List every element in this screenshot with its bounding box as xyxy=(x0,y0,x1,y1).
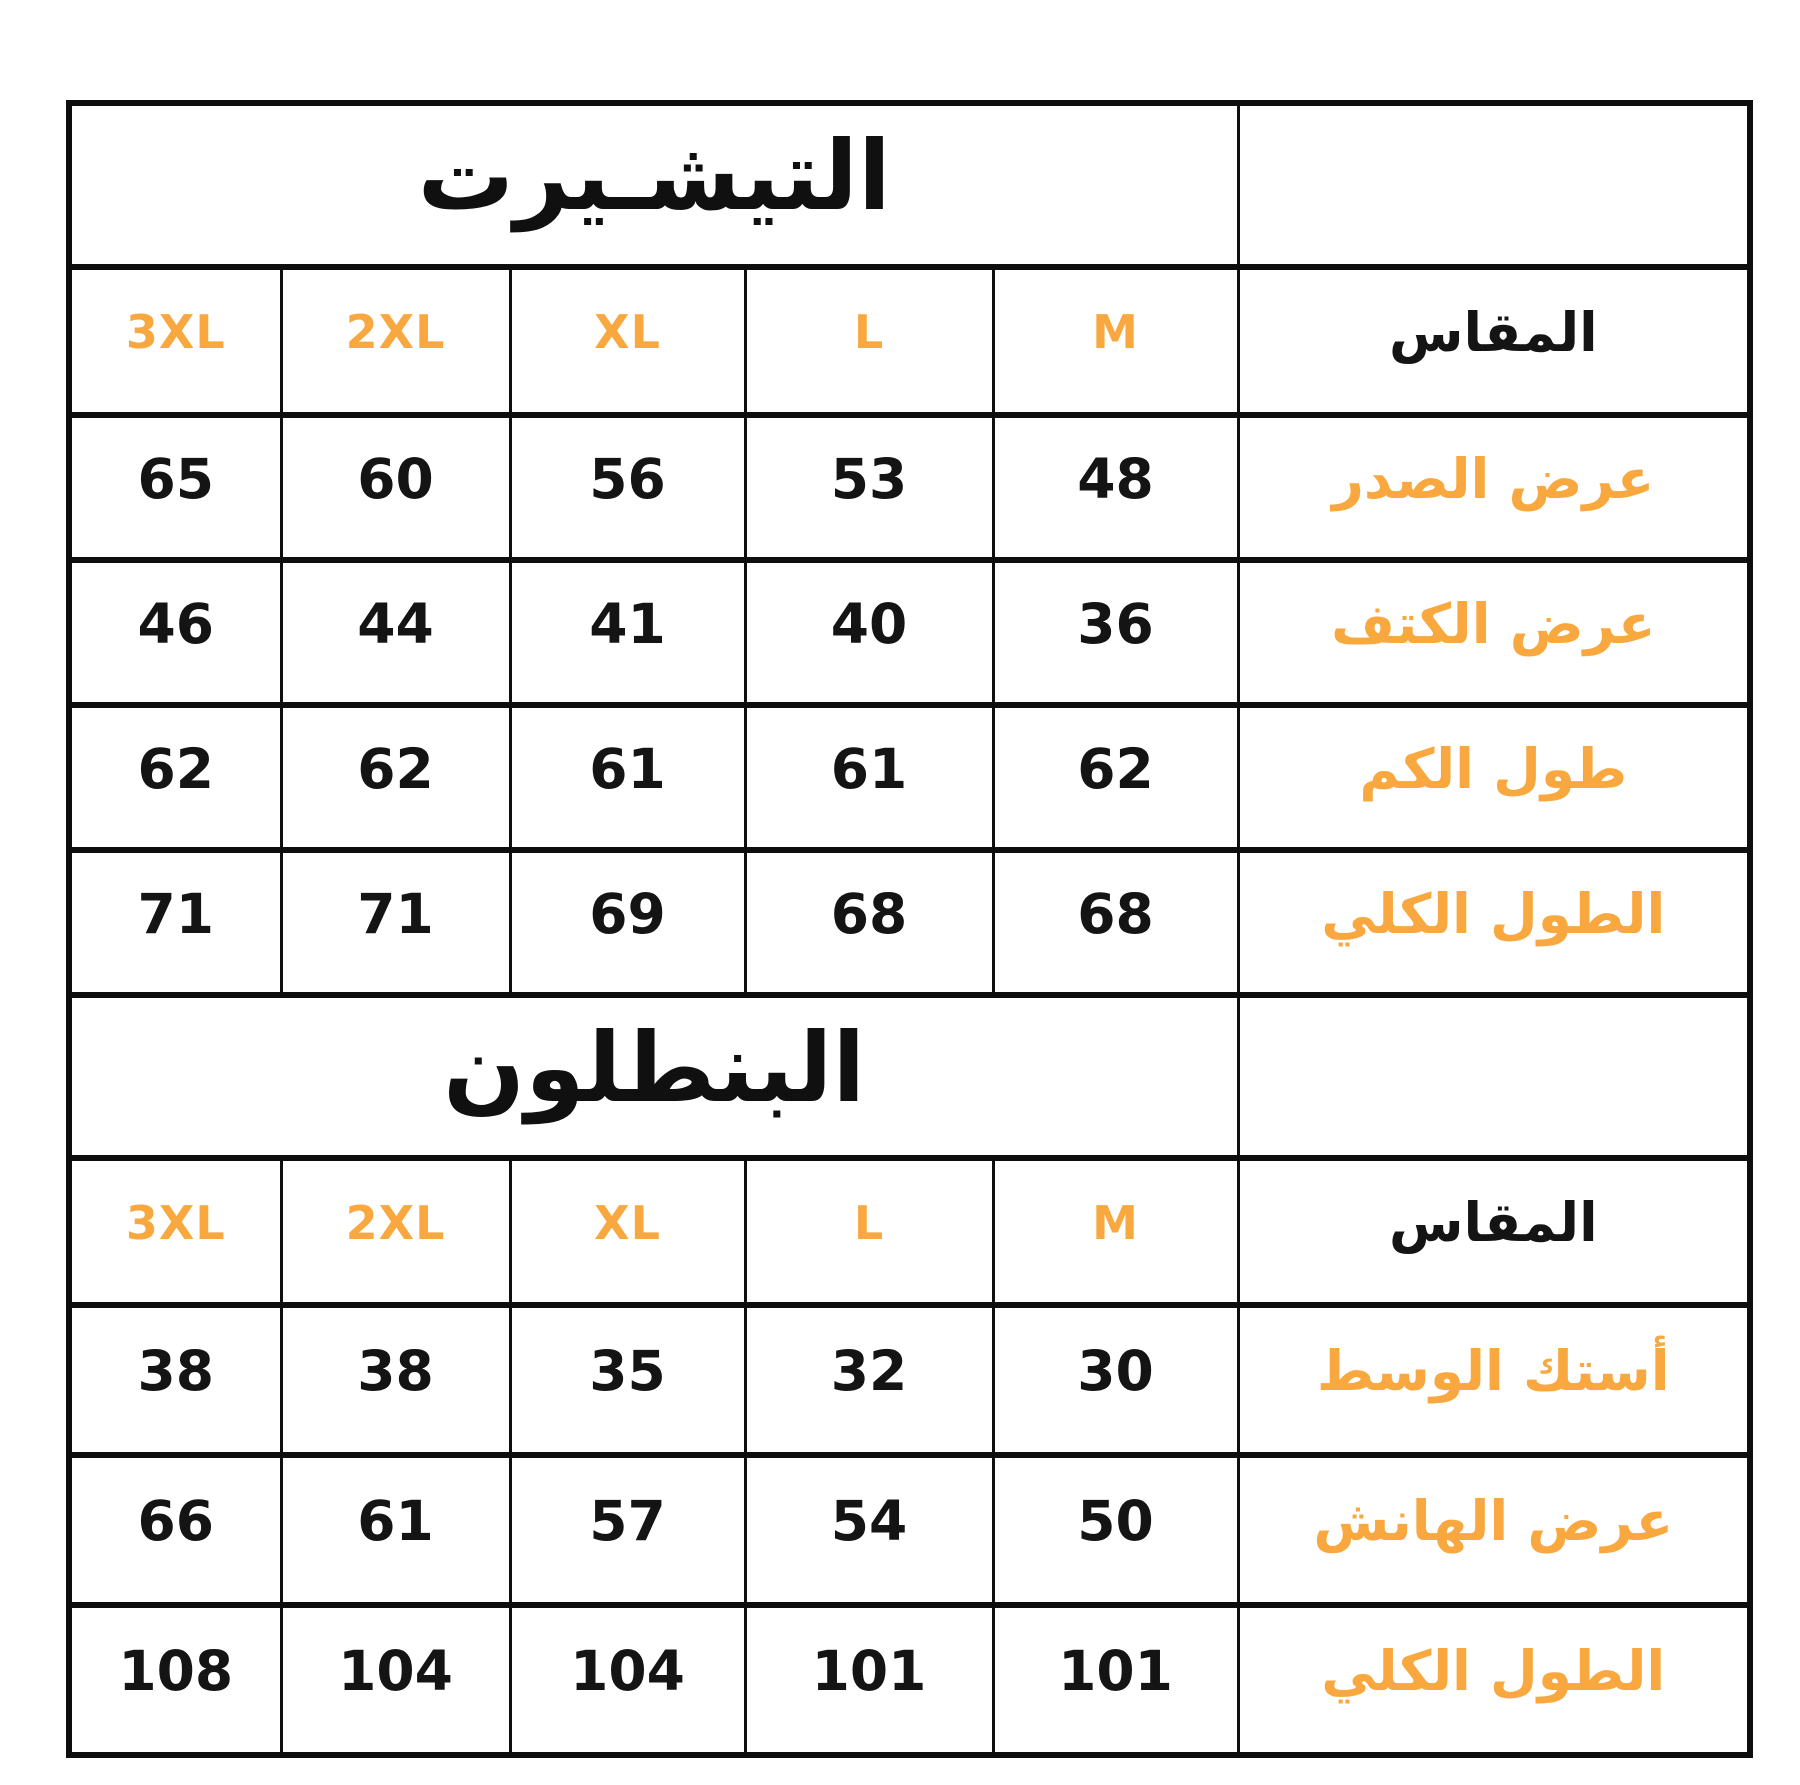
tshirt-title-row xyxy=(69,103,1750,267)
tshirt-sleeve-2xl: 62 xyxy=(281,705,510,850)
pants-hip-xl: 57 xyxy=(510,1455,745,1605)
tshirt-size-header-3xl: 3XL xyxy=(69,267,281,415)
pants-title-row xyxy=(69,995,1750,1158)
pants-hip-m: 50 xyxy=(993,1455,1238,1605)
pants-total-2xl: 104 xyxy=(281,1605,510,1755)
tshirt-sleeve-length-label: طول الكم xyxy=(1238,705,1750,850)
tshirt-size-header-xl: XL xyxy=(510,267,745,415)
pants-hip-3xl: 66 xyxy=(69,1455,281,1605)
tshirt-total-length-label: الطول الكلي xyxy=(1238,850,1750,995)
tshirt-shoulder-2xl: 44 xyxy=(281,560,510,705)
pants-size-header-l: L xyxy=(745,1158,993,1305)
tshirt-chest-width-label: عرض الصدر xyxy=(1238,415,1750,560)
pants-total-xl: 104 xyxy=(510,1605,745,1755)
tshirt-shoulder-xl: 41 xyxy=(510,560,745,705)
tshirt-total-2xl: 71 xyxy=(281,850,510,995)
tshirt-corner-empty-cell xyxy=(1238,103,1750,267)
pants-total-l: 101 xyxy=(745,1605,993,1755)
pants-total-m: 101 xyxy=(993,1605,1238,1755)
pants-total-length-row xyxy=(69,1605,1750,1755)
tshirt-chest-l: 53 xyxy=(745,415,993,560)
tshirt-total-m: 68 xyxy=(993,850,1238,995)
tshirt-shoulder-width-row xyxy=(69,560,1750,705)
tshirt-size-header-m: M xyxy=(993,267,1238,415)
pants-hip-l: 54 xyxy=(745,1455,993,1605)
tshirt-total-xl: 69 xyxy=(510,850,745,995)
tshirt-shoulder-width-label: عرض الكتف xyxy=(1238,560,1750,705)
pants-waist-l: 32 xyxy=(745,1305,993,1455)
pants-waist-elastic-label: أستك الوسط xyxy=(1238,1305,1750,1455)
pants-waist-2xl: 38 xyxy=(281,1305,510,1455)
pants-waist-elastic-row xyxy=(69,1305,1750,1455)
tshirt-chest-m: 48 xyxy=(993,415,1238,560)
pants-hip-width-row xyxy=(69,1455,1750,1605)
pants-size-table xyxy=(66,992,1753,1758)
tshirt-shoulder-3xl: 46 xyxy=(69,560,281,705)
pants-size-header-3xl: 3XL xyxy=(69,1158,281,1305)
pants-corner-empty-cell xyxy=(1238,995,1750,1158)
tshirt-size-column-label: المقاس xyxy=(1238,267,1750,415)
tshirt-chest-width-row xyxy=(69,415,1750,560)
tshirt-chest-3xl: 65 xyxy=(69,415,281,560)
tshirt-sleeve-length-row xyxy=(69,705,1750,850)
pants-header-row xyxy=(69,1158,1750,1305)
tshirt-size-header-l: L xyxy=(745,267,993,415)
tshirt-total-l: 68 xyxy=(745,850,993,995)
tshirt-header-row xyxy=(69,267,1750,415)
pants-total-3xl: 108 xyxy=(69,1605,281,1755)
pants-waist-xl: 35 xyxy=(510,1305,745,1455)
tshirt-sleeve-xl: 61 xyxy=(510,705,745,850)
tshirt-total-3xl: 71 xyxy=(69,850,281,995)
tshirt-total-length-row xyxy=(69,850,1750,995)
pants-size-header-m: M xyxy=(993,1158,1238,1305)
pants-waist-3xl: 38 xyxy=(69,1305,281,1455)
tshirt-shoulder-l: 40 xyxy=(745,560,993,705)
pants-size-column-label: المقاس xyxy=(1238,1158,1750,1305)
tshirt-size-header-2xl: 2XL xyxy=(281,267,510,415)
pants-total-length-label: الطول الكلي xyxy=(1238,1605,1750,1755)
tshirt-sleeve-l: 61 xyxy=(745,705,993,850)
tshirt-table-title: التيشـيرت xyxy=(69,103,1238,267)
tshirt-shoulder-m: 36 xyxy=(993,560,1238,705)
pants-size-header-xl: XL xyxy=(510,1158,745,1305)
tshirt-sleeve-m: 62 xyxy=(993,705,1238,850)
pants-size-header-2xl: 2XL xyxy=(281,1158,510,1305)
tshirt-sleeve-3xl: 62 xyxy=(69,705,281,850)
pants-hip-2xl: 61 xyxy=(281,1455,510,1605)
pants-table-title: البنطلون xyxy=(69,995,1238,1158)
pants-waist-m: 30 xyxy=(993,1305,1238,1455)
tshirt-chest-2xl: 60 xyxy=(281,415,510,560)
tshirt-chest-xl: 56 xyxy=(510,415,745,560)
tshirt-size-table xyxy=(66,100,1753,998)
pants-hip-width-label: عرض الهانش xyxy=(1238,1455,1750,1605)
